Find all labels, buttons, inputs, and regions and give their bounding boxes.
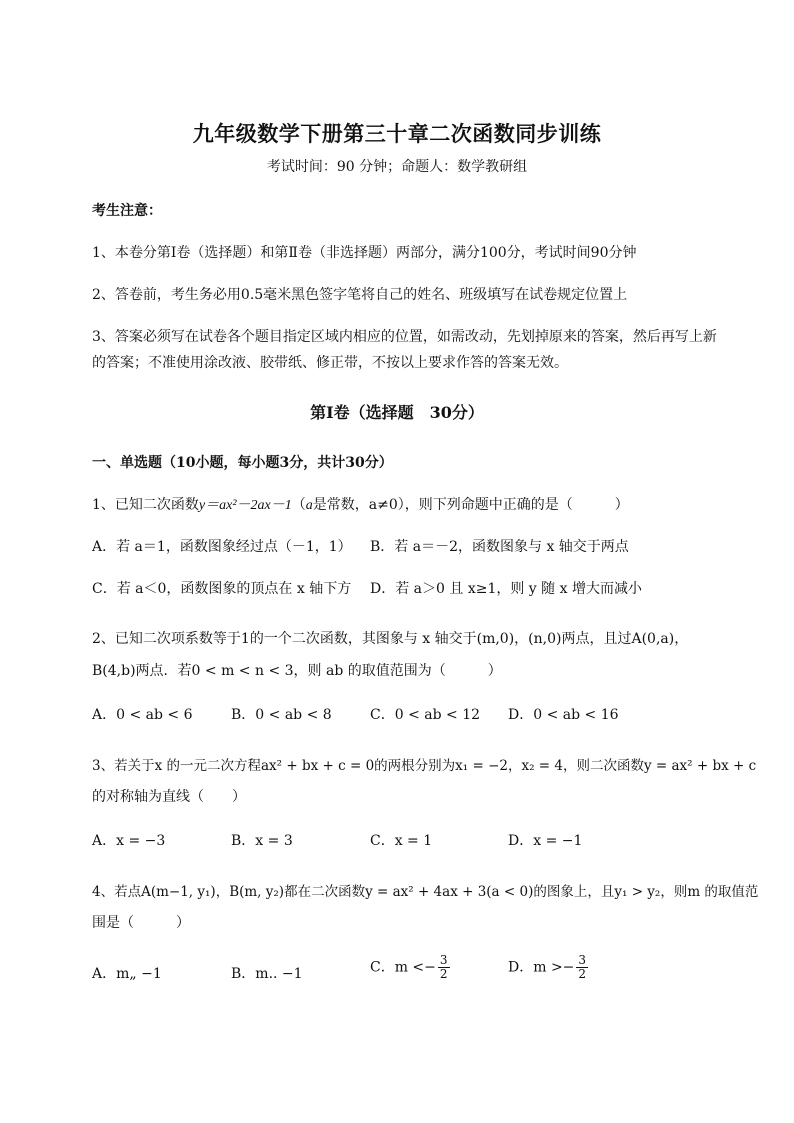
- q4-option-d-text: D．m >−: [508, 959, 575, 976]
- page-title: 九年级数学下册第三十章二次函数同步训练: [192, 121, 602, 146]
- note-item-3-cont: 的答案；不准使用涂改液、胶带纸、修正带，不按以上要求作答的答案无效。: [92, 355, 568, 371]
- q1-stem-post: 是常数，a≠0），则下列命题中正确的是（ ）: [312, 497, 629, 513]
- q3-option-b[interactable]: B．x = 3: [231, 833, 293, 849]
- question-1-stem: [92, 494, 629, 514]
- fraction-numerator: 3: [578, 953, 587, 967]
- fraction-denominator: 2: [578, 967, 587, 981]
- q4-option-b[interactable]: B．m.. −1: [231, 966, 303, 982]
- q2-option-b[interactable]: B．0 < ab < 8: [231, 707, 332, 723]
- notes-heading: 考生注意：: [92, 203, 162, 219]
- q4-option-a[interactable]: A．m„ −1: [92, 966, 162, 982]
- q2-option-a[interactable]: A．0 < ab < 6: [92, 707, 193, 723]
- q1-option-b[interactable]: B．若 a＝－2，函数图象与 x 轴交于两点: [370, 539, 629, 555]
- q3-option-a[interactable]: A．x = −3: [92, 833, 166, 849]
- question-3-line-1: 3、若关于x 的一元二次方程ax² + bx + c = 0的两根分别为x₁ = −2，x₂ = 4，则二次函数y = ax² + bx + c: [92, 758, 757, 774]
- question-4-line-1: 4、若点A(m−1, y₁)，B(m, y₂)都在二次函数y = ax² + 4ax + 3(a < 0)的图象上，且y₁ > y₂，则m 的取值范: [92, 884, 759, 900]
- q4-option-c[interactable]: [370, 954, 450, 981]
- q1-var-a: a: [305, 498, 313, 513]
- fraction-denominator: 2: [439, 967, 448, 981]
- part-heading: 一、单选题（10小题，每小题3分，共计30分）: [92, 455, 393, 471]
- q3-option-c[interactable]: C．x = 1: [370, 833, 433, 849]
- q4-option-c-text: C．m <−: [370, 959, 436, 976]
- question-2-line-1: 2、已知二次项系数等于1的一个二次函数，其图象与 x 轴交于(m,0)，(n,0)两点，且过A(0,a)，: [92, 631, 689, 647]
- note-item-1: 1、本卷分第Ⅰ卷（选择题）和第Ⅱ卷（非选择题）两部分，满分100分，考试时间90分钟: [92, 245, 637, 261]
- question-3-line-2: 的对称轴为直线（ ）: [92, 789, 246, 805]
- q1-stem-mid: （: [291, 497, 306, 513]
- q1-option-a[interactable]: A．若 a＝1，函数图象经过点（－1，1）: [92, 539, 352, 555]
- q4-option-c-fraction: [438, 954, 450, 981]
- q4-option-d[interactable]: [508, 954, 588, 981]
- q1-formula: y＝ax²－2ax－1: [198, 498, 292, 513]
- note-item-3: 3、答案必须写在试卷各个题目指定区域内相应的位置，如需改动，先划掉原来的答案，然后再写上新: [92, 329, 717, 345]
- note-item-2: 2、答卷前，考生务必用0.5毫米黑色签字笔将自己的姓名、班级填写在试卷规定位置上: [92, 287, 628, 303]
- q2-option-d[interactable]: D．0 < ab < 16: [508, 707, 619, 723]
- exam-info: 考试时间：90 分钟；命题人：数学教研组: [266, 159, 528, 175]
- question-2-line-2: B(4,b)两点．若0 < m < n < 3，则 ab 的取值范围为（ ）: [92, 663, 502, 679]
- q1-option-d[interactable]: D．若 a＞0 且 x≥1，则 y 随 x 增大而减小: [370, 581, 642, 597]
- question-4-line-2: 围是（ ）: [92, 915, 190, 931]
- q1-option-c[interactable]: C．若 a＜0，函数图象的顶点在 x 轴下方: [92, 581, 352, 597]
- section-title: 第Ⅰ卷（选择题 30分）: [310, 403, 484, 422]
- q2-option-c[interactable]: C．0 < ab < 12: [370, 707, 481, 723]
- fraction-numerator: 3: [439, 953, 448, 967]
- q1-stem-pre: 1、已知二次函数: [92, 497, 199, 513]
- q4-option-d-fraction: [576, 954, 588, 981]
- q3-option-d[interactable]: D．x = −1: [508, 833, 583, 849]
